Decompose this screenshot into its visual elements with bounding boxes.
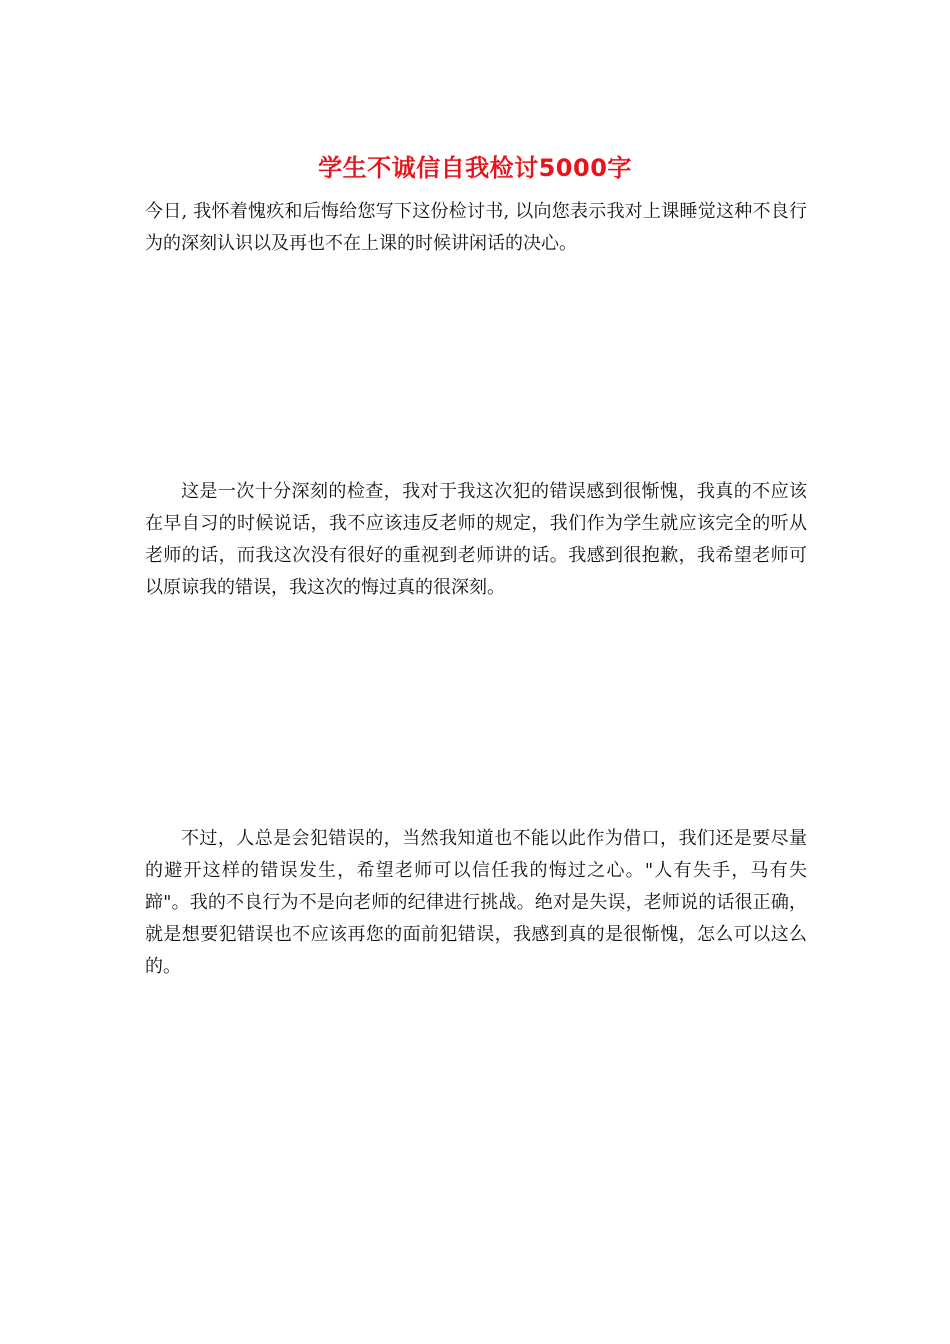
paragraph-2: 这是一次十分深刻的检查，我对于我这次犯的错误感到很惭愧，我真的不应该在早自习的时候说话，我不应该违反老师的规定，我们作为学生就应该完全的听从老师的话，而我这次没有很好的重视到老师讲的话。我感到很抱歉，我希望老师可以原谅我的错误，我这次的悔过真的很深刻。 [145,481,807,598]
document-title: 学生不诚信自我检讨5000字 [318,154,632,182]
paragraph-1: 今日, 我怀着愧疚和后悔给您写下这份检讨书, 以向您表示我对上课睡觉这种不良行为的深刻认识以及再也不在上课的时候讲闲话的决心。 [145,201,807,254]
paragraph-3: 不过，人总是会犯错误的，当然我知道也不能以此作为借口，我们还是要尽量的避开这样的错误发生，希望老师可以信任我的悔过之心。"人有失手，马有失蹄"。我的不良行为不是向老师的纪律进行挑战。绝对是失误，老师说的话很正确，就是想要犯错误也不应该再您的面前犯错误，我感到真的是很惭愧，怎么可以这么的。 [145,828,807,977]
